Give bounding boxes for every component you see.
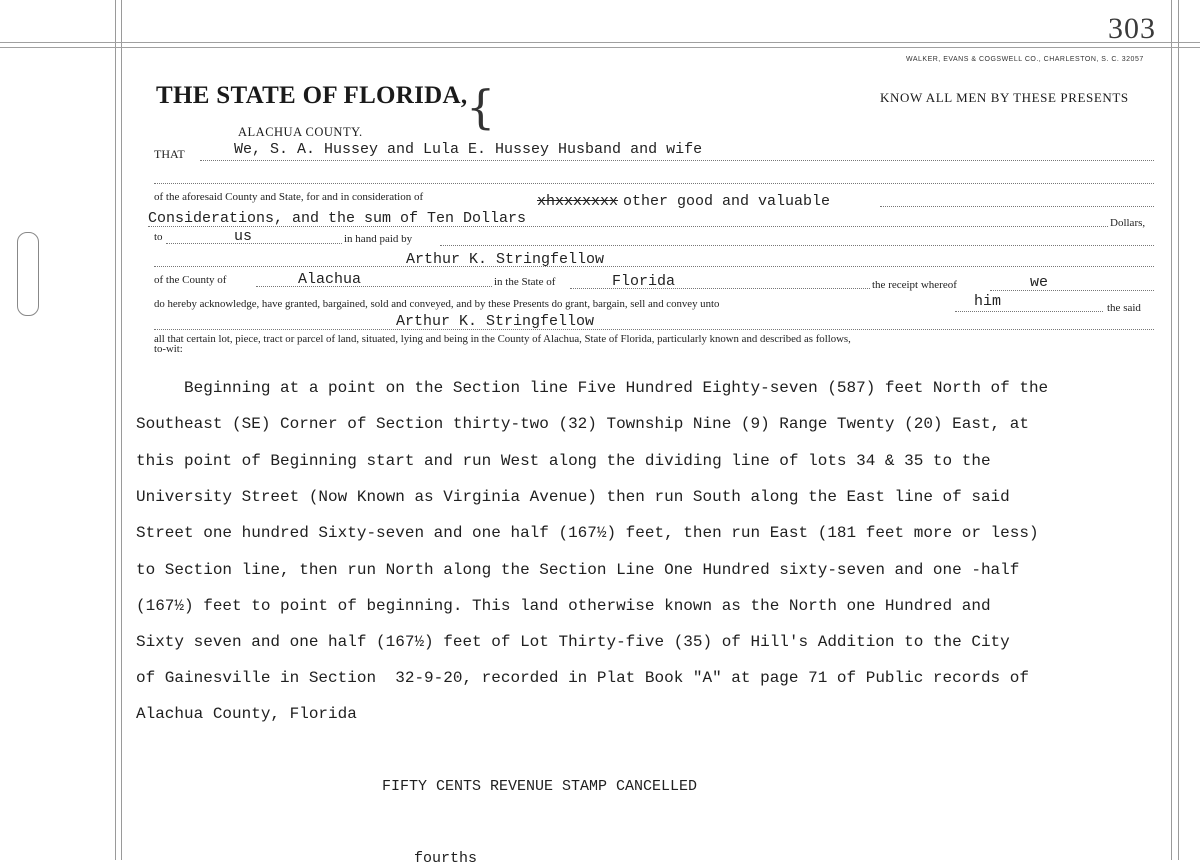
right-margin-line <box>1171 0 1172 860</box>
to-value: us <box>234 228 253 245</box>
grantee-again-fill-line <box>154 329 1154 330</box>
county-fill-line <box>256 286 492 287</box>
blank-fill-line <box>154 183 1154 184</box>
to-wit-label: to-wit: <box>154 343 183 355</box>
convey-value: him <box>974 293 1002 310</box>
the-said-label: the said <box>1107 302 1141 314</box>
page-number: 303 <box>1108 12 1156 45</box>
convey-fill-line <box>955 311 1103 312</box>
that-fill-line <box>200 160 1154 161</box>
paid-by-label: in hand paid by <box>344 233 413 245</box>
county-of-label: of the County of <box>154 274 227 286</box>
right-margin-line-outer <box>1178 0 1179 860</box>
description-line: Sixty seven and one half (167½) feet of Lot Thirty-five (35) of Hill's Addition to the City <box>136 633 1010 651</box>
description-line: of Gainesville in Section 32-9-20, recorded in Plat Book "A" at page 71 of Public records of <box>136 669 1029 687</box>
consideration-text: other good and valuable <box>623 193 831 210</box>
description-line: University Street (Now Known as Virginia Avenue) then run South along the East line of said <box>136 488 1010 506</box>
grantee-name-again: Arthur K. Stringfellow <box>396 313 595 330</box>
receipt-label: the receipt whereof <box>872 279 957 291</box>
to-label: to <box>154 231 163 243</box>
left-margin-line-inner <box>121 0 122 860</box>
consideration-label: of the aforesaid County and State, for and in consideration of <box>154 191 424 203</box>
receipt-value: we <box>1030 274 1049 291</box>
dollars-label: Dollars, <box>1110 217 1146 229</box>
land-clause: all that certain lot, piece, tract or parcel of land, situated, lying and being in the County of Alachua, State of Florida, particularly known and described as follows, <box>154 333 851 345</box>
description-line: to Section line, then run North along the Section Line One Hundred sixty-seven and one -half <box>136 561 1020 579</box>
left-margin-line <box>115 0 116 860</box>
that-label: THAT <box>154 147 185 161</box>
struck-consideration: xhxxxxxxx <box>537 193 619 210</box>
acknowledge-text: do hereby acknowledge, have granted, bargained, sold and conveyed, and by these Presents do grant, bargain, sell and convey unto <box>154 298 720 310</box>
brace-mark: { <box>466 80 496 134</box>
description-line: this point of Beginning start and run West along the dividing line of lots 34 & 35 to the <box>136 452 991 470</box>
top-rule <box>0 42 1200 43</box>
top-rule-lower <box>0 47 1200 48</box>
description-line: Beginning at a point on the Section line Five Hundred Eighty-seven (587) feet North of the <box>136 379 1049 397</box>
document-title: THE STATE OF FLORIDA, <box>156 82 468 109</box>
grantors-text: We, S. A. Hussey and Lula E. Hussey Husband and wife <box>234 141 703 158</box>
description-line: Alachua County, Florida <box>136 705 357 723</box>
binder-hole <box>17 232 39 316</box>
grantee-name: Arthur K. Stringfellow <box>406 251 605 268</box>
county-heading: ALACHUA COUNTY. <box>238 125 363 139</box>
to-fill-line <box>166 243 342 244</box>
description-line: (167½) feet to point of beginning. This land otherwise known as the North one Hundred and <box>136 597 991 615</box>
receipt-fill-line <box>990 290 1154 291</box>
printer-imprint: WALKER, EVANS & COGSWELL CO., CHARLESTON, S. C. 32057 <box>906 56 1144 63</box>
revenue-stamp-note: FIFTY CENTS REVENUE STAMP CANCELLED <box>382 778 698 795</box>
paid-by-fill-line <box>440 245 1154 246</box>
description-line: Street one hundred Sixty-seven and one half (167½) feet, then run East (181 feet more or less) <box>136 524 1039 542</box>
footer-partial-text: fourths <box>414 850 478 867</box>
consideration-2-fill-line <box>148 226 1108 227</box>
description-line: Southeast (SE) Corner of Section thirty-two (32) Township Nine (9) Range Twenty (20) East, at <box>136 415 1029 433</box>
county-value: Alachua <box>298 271 362 288</box>
consideration-fill-line <box>880 206 1154 207</box>
state-of-label: in the State of <box>494 276 556 288</box>
grantee-fill-line <box>154 266 1154 267</box>
state-value: Florida <box>612 273 676 290</box>
consideration-line-2: Considerations, and the sum of Ten Dollars <box>148 210 527 227</box>
know-all-men-heading: KNOW ALL MEN BY THESE PRESENTS <box>880 90 1129 105</box>
